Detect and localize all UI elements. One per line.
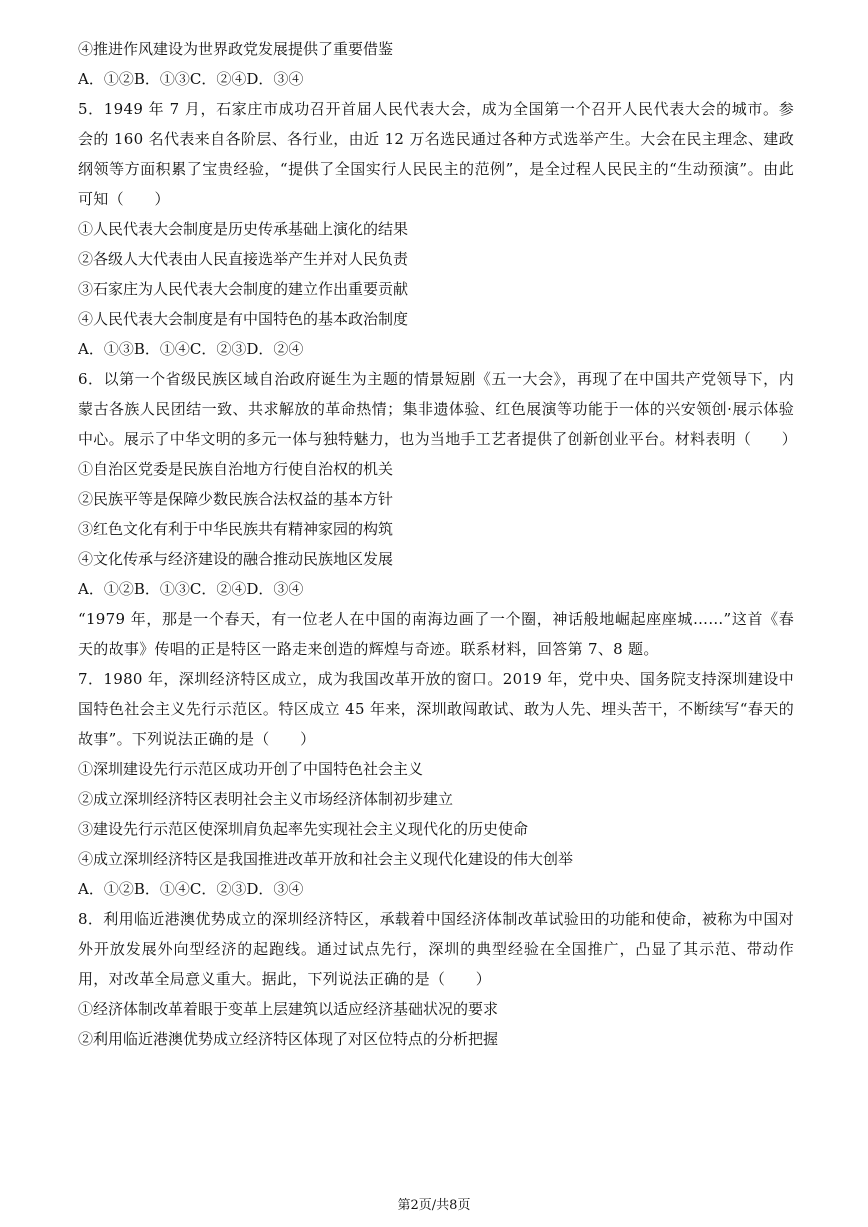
q7-answer-choices: A．①②B．①④C．②③D．③④ bbox=[78, 880, 304, 898]
q5-stem: 5．1949 年 7 月，石家庄市成功召开首届人民代表大会，成为全国第一个召开人民代表大会的城市。参会的 160 名代表来自各阶层、各行业，由近 12 万名选民通过各种方式选举产生。大会在民主理念、建政纲领等方面积累了宝贵经验，“提供了全国实行人民民主的范例”，是全过程人民民主的“生动预演”。由此可知（ ） bbox=[78, 100, 794, 208]
q5-option-4: ④人民代表大会制度是有中国特色的基本政治制度 bbox=[78, 310, 409, 328]
page-number-footer: 第2页/共8页 bbox=[397, 1198, 471, 1213]
q7-option-3: ③建设先行示范区使深圳肩负起率先实现社会主义现代化的历史使命 bbox=[78, 820, 529, 838]
q8-stem: 8．利用临近港澳优势成立的深圳经济特区，承载着中国经济体制改革试验田的功能和使命，被称为中国对外开放发展外向型经济的起跑线。通过试点先行，深圳的典型经验在全国推广，凸显了其示范、带动作用，对改革全局意义重大。据此，下列说法正确的是（ ） bbox=[78, 910, 794, 988]
q6-option-2: ②民族平等是保障少数民族合法权益的基本方针 bbox=[78, 490, 394, 508]
page-content bbox=[78, 34, 798, 1054]
q6-stem: 6．以第一个省级民族区域自治政府诞生为主题的情景短剧《五一大会》，再现了在中国共产党领导下，内蒙古各族人民团结一致、共求解放的革命热情；集非遗体验、红色展演等功能于一体的兴安领创·展示体验中心。展示了中华文明的多元一体与独特魅力，也为当地手工艺者提供了创新创业平台。材料表明（ ） bbox=[78, 370, 798, 448]
q5-option-2: ②各级人大代表由人民直接选举产生并对人民负责 bbox=[78, 250, 409, 268]
q8-option-1: ①经济体制改革着眼于变革上层建筑以适应经济基础状况的要求 bbox=[78, 1000, 499, 1018]
q5-answer-choices: A．①③B．①④C．②③D．②④ bbox=[78, 340, 304, 358]
q6-option-3: ③红色文化有利于中华民族共有精神家园的构筑 bbox=[78, 520, 394, 538]
q5-option-3: ③石家庄为人民代表大会制度的建立作出重要贡献 bbox=[78, 280, 409, 298]
q7-option-1: ①深圳建设先行示范区成功开创了中国特色社会主义 bbox=[78, 760, 424, 778]
q6-option-4: ④文化传承与经济建设的融合推动民族地区发展 bbox=[78, 550, 394, 568]
q6-option-1: ①自治区党委是民族自治地方行使自治权的机关 bbox=[78, 460, 394, 478]
q7-stem: 7．1980 年，深圳经济特区成立，成为我国改革开放的窗口。2019 年，党中央、国务院支持深圳建设中国特色社会主义先行示范区。特区成立 45 年来，深圳敢闯敢试、敢为人先、埋头苦干，不断续写“春天的故事”。下列说法正确的是（ ） bbox=[78, 670, 794, 748]
q7-option-2: ②成立深圳经济特区表明社会主义市场经济体制初步建立 bbox=[78, 790, 454, 808]
q5-option-1: ①人民代表大会制度是历史传承基础上演化的结果 bbox=[78, 220, 409, 238]
q8-option-2: ②利用临近港澳优势成立经济特区体现了对区位特点的分析把握 bbox=[78, 1030, 499, 1048]
q6-answer-choices: A．①②B．①③C．②④D．③④ bbox=[78, 580, 304, 598]
q4-answer-choices: A．①②B．①③C．②④D．③④ bbox=[78, 70, 304, 88]
q7-option-4: ④成立深圳经济特区是我国推进改革开放和社会主义现代化建设的伟大创举 bbox=[78, 850, 574, 868]
q4-option-4: ④推进作风建设为世界政党发展提供了重要借鉴 bbox=[78, 40, 394, 58]
q7-q8-intro: “1979 年，那是一个春天，有一位老人在中国的南海边画了一个圈，神话般地崛起座座城……”这首《春天的故事》传唱的正是特区一路走来创造的辉煌与奇迹。联系材料，回答第 7、8 题。 bbox=[78, 610, 794, 658]
